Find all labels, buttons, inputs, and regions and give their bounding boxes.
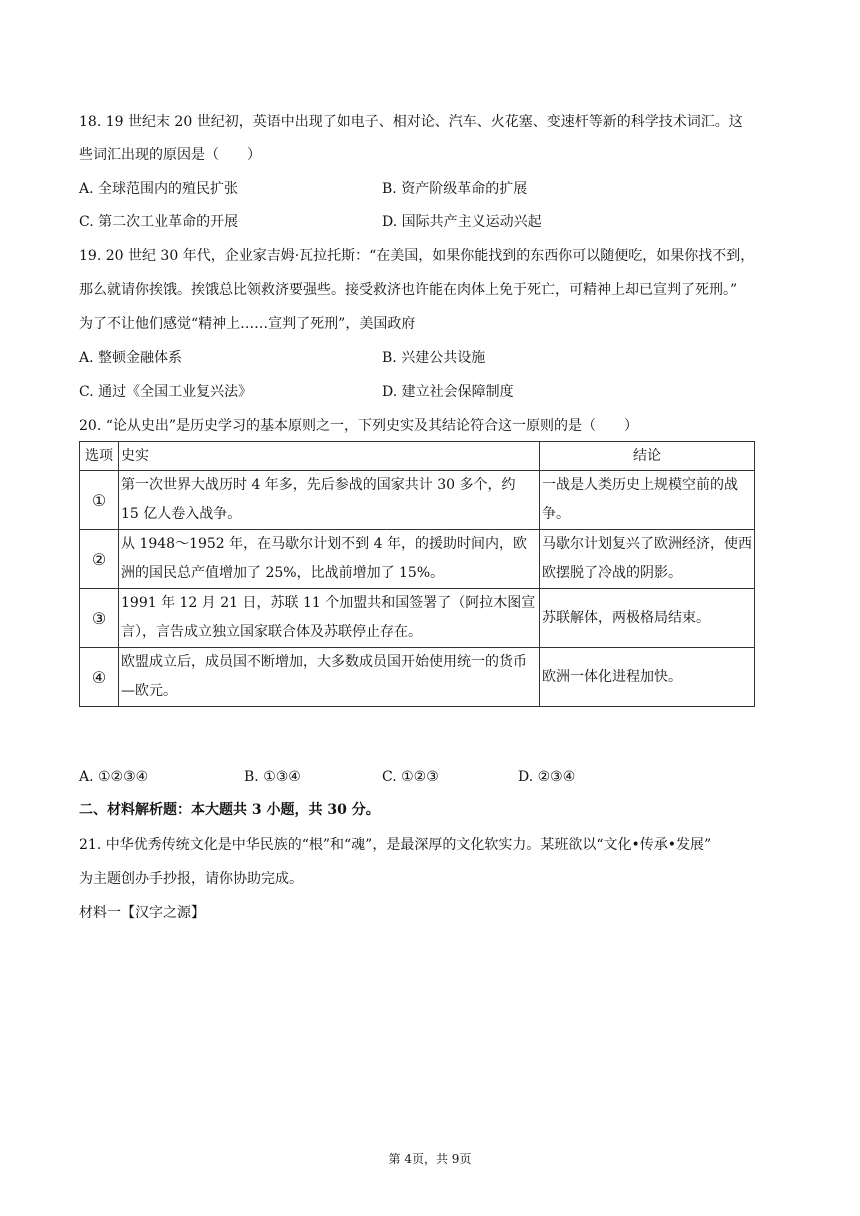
header-option: 选项	[80, 442, 119, 471]
row-fact: 1991 年 12 月 21 日，苏联 11 个加盟共和国签署了（阿拉木图宣言），言告成立独立国家联合体及苏联停止存在。	[119, 589, 540, 648]
q21-stem-line1: 21. 中华优秀传统文化是中华民族的“根”和“魂”，是最深厚的文化软实力。某班欲以“文化•传承•发展”	[79, 837, 712, 853]
row-number: ①	[80, 471, 119, 530]
row-number: ③	[80, 589, 119, 648]
header-fact: 史实	[119, 442, 540, 471]
section-heading: 二、材料解析题：本大题共 3 小题，共 30 分。	[79, 802, 380, 818]
row-fact: 从 1948～1952 年，在马歇尔计划不到 4 年，的援助时间内，欧洲的国民总产值增加了 25%，比战前增加了 15%。	[119, 530, 540, 589]
q18-option-d: D. 国际共产主义运动兴起	[382, 214, 542, 230]
table-row	[80, 589, 755, 648]
q20-option-b: B. ①③④	[244, 769, 301, 785]
q19-option-b: B. 兴建公共设施	[382, 350, 486, 366]
row-fact: 第一次世界大战历时 4 年多，先后参战的国家共计 30 多个，约 15 亿人卷入战争。	[119, 471, 540, 530]
page-footer: 第 4页，共 9页	[388, 1152, 472, 1166]
row-fact: 欧盟成立后，成员国不断增加，大多数成员国开始使用统一的货币—欧元。	[119, 648, 540, 707]
q20-stem: 20. “论从史出”是历史学习的基本原则之一，下列史实及其结论符合这一原则的是（ ）	[79, 418, 639, 434]
q19-stem-line3: 为了不让他们感觉“精神上……宣判了死刑”，美国政府	[79, 316, 416, 332]
row-conclusion: 一战是人类历史上规模空前的战争。	[540, 471, 755, 530]
q18-option-a: A. 全球范围内的殖民扩张	[79, 181, 239, 197]
table-row	[80, 530, 755, 589]
table-row	[80, 471, 755, 530]
row-number: ②	[80, 530, 119, 589]
q20-option-d: D. ②③④	[518, 769, 576, 785]
q19-stem-line2: 那么就请你挨饿。挨饿总比领救济要强些。接受救济也许能在肉体上免于死亡，可精神上却已宣判了死刑。”	[79, 282, 738, 298]
q18-option-c: C. 第二次工业革命的开展	[79, 214, 239, 230]
row-number: ④	[80, 648, 119, 707]
row-conclusion: 欧洲一体化进程加快。	[540, 648, 755, 707]
table-row	[80, 648, 755, 707]
q21-material-label: 材料一【汉字之源】	[79, 905, 205, 921]
table-header-row	[80, 442, 755, 471]
q21-stem-line2: 为主题创办手抄报，请你协助完成。	[79, 871, 303, 887]
header-conclusion: 结论	[540, 442, 755, 471]
q20-option-a: A. ①②③④	[79, 769, 149, 785]
q20-table	[79, 441, 755, 707]
q19-option-a: A. 整顿金融体系	[79, 350, 183, 366]
row-conclusion: 马歇尔计划复兴了欧洲经济，使西欧摆脱了冷战的阴影。	[540, 530, 755, 589]
q20-option-c: C. ①②③	[382, 769, 439, 785]
q18-option-b: B. 资产阶级革命的扩展	[382, 181, 528, 197]
q19-option-c: C. 通过《全国工业复兴法》	[79, 384, 253, 400]
q18-stem-line1: 18. 19 世纪末 20 世纪初，英语中出现了如电子、相对论、汽车、火花塞、变速杆等新的科学技术词汇。这	[79, 114, 743, 130]
row-conclusion: 苏联解体，两极格局结束。	[540, 589, 755, 648]
q19-stem-line1: 19. 20 世纪 30 年代，企业家吉姆·瓦拉托斯：“在美国，如果你能找到的东西你可以随便吃，如果你找不到，	[79, 248, 755, 264]
q19-option-d: D. 建立社会保障制度	[382, 384, 514, 400]
q18-stem-line2: 些词汇出现的原因是（ ）	[79, 147, 261, 163]
